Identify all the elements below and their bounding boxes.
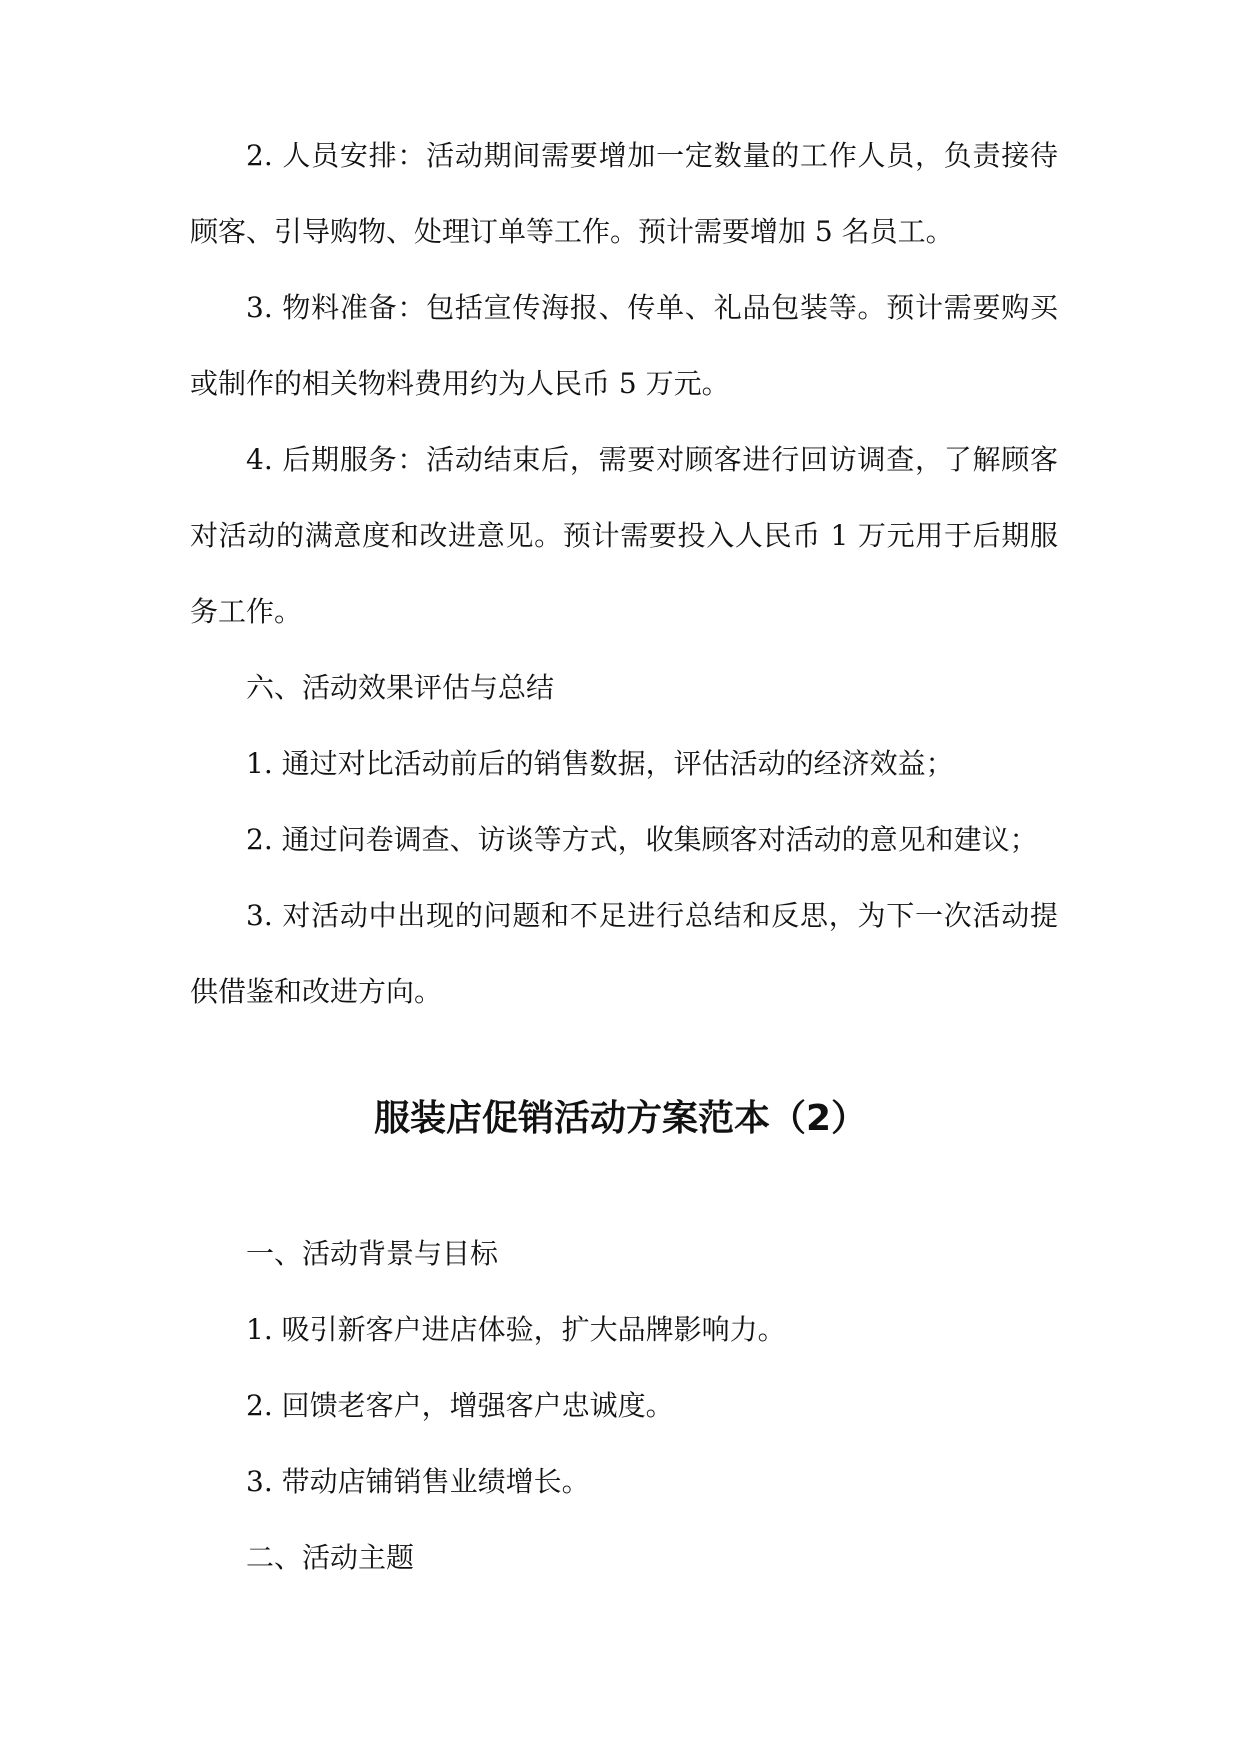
paragraph-staffing: 2. 人员安排：活动期间需要增加一定数量的工作人员，负责接待顾客、引导购物、处理订单等工作。预计需要增加 5 名员工。: [190, 139, 1058, 248]
list-item-goal-3: 3. 带动店铺销售业绩增长。: [246, 1465, 590, 1498]
paragraph-materials: 3. 物料准备：包括宣传海报、传单、礼品包装等。预计需要购买或制作的相关物料费用约为人民币 5 万元。: [190, 291, 1058, 400]
list-item-goal-1: 1. 吸引新客户进店体验，扩大品牌影响力。: [246, 1313, 786, 1346]
list-item-evaluation-1: 1. 通过对比活动前后的销售数据，评估活动的经济效益；: [246, 747, 954, 780]
list-item-goal-2: 2. 回馈老客户，增强客户忠诚度。: [246, 1389, 674, 1422]
section-heading-evaluation: 六、活动效果评估与总结: [246, 671, 555, 704]
section-heading-theme: 二、活动主题: [246, 1541, 415, 1574]
list-item-evaluation-3: 3. 对活动中出现的问题和不足进行总结和反思，为下一次活动提供借鉴和改进方向。: [190, 899, 1058, 1008]
list-item-evaluation-2: 2. 通过问卷调查、访谈等方式，收集顾客对活动的意见和建议；: [246, 823, 1038, 856]
paragraph-after-service: 4. 后期服务：活动结束后，需要对顾客进行回访调查，了解顾客对活动的满意度和改进意见。预计需要投入人民币 1 万元用于后期服务工作。: [190, 443, 1058, 628]
section-heading-background: 一、活动背景与目标: [246, 1237, 499, 1270]
document-title: 服装店促销活动方案范本（2）: [373, 1098, 868, 1139]
